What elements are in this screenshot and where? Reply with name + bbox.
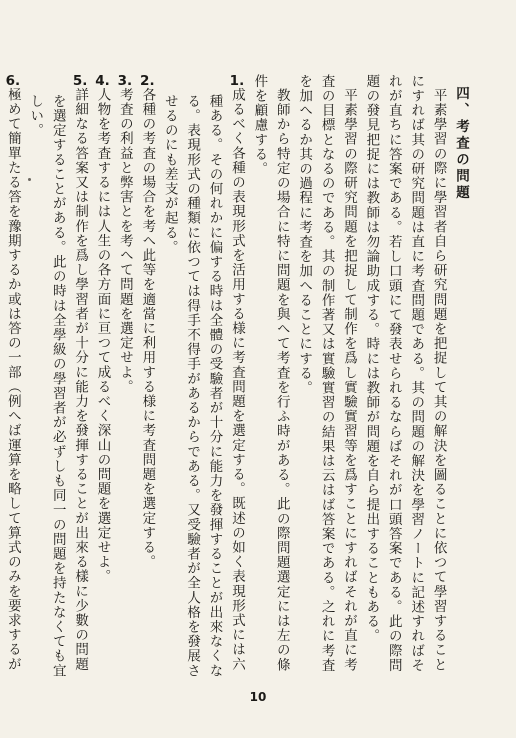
list-item-number: 3.	[117, 74, 133, 88]
list-item	[114, 74, 136, 686]
list-item-number: 1.	[229, 74, 245, 88]
section-heading	[450, 86, 472, 686]
paragraph: 平素學習の際に學習者自ら研究問題を把捉して其の解決を圖ることに依つて學習することにすれば其の研究問題は直に考査問題である。其の問題の解決を學習ノートに記述すればそれが直ちに答案である。若し口頭にて發表せられるならばそれが口頭答案である。此の際問題の發見把捉には教師は勿論助成する。時には教師が問題を自ら提出することもある。	[363, 74, 447, 673]
list-item-text: 詳細なる答案又は制作を爲し學習者が十分に能力を發揮することが出來る樣に少數の問題を選定することがある。此の時は全學級の學習者が必ずしも同一の問題を持たなくても宜しい。	[27, 87, 89, 679]
vertical-text-block	[4, 74, 472, 686]
list-item	[24, 74, 91, 686]
section-title: 考査の問題	[453, 119, 469, 202]
list-item-number: 6.	[5, 74, 21, 88]
list-item-text: 考査の利益と弊害とを考へて問題を選定せよ。	[116, 87, 133, 395]
list-item	[91, 74, 113, 686]
list-item-number: 4.	[95, 74, 110, 88]
list-item-text: 成るべく各種の表現形式を活用する様に考査問題を選定する。既述の如く表現形式には六種ある。その何れかに偏する時は全體の受驗者が十分に能力を發揮することが出來なくなる。表現形式の種類に依つては得手不得手があるからである。又受驗者が全人格を發展させるのにも差支が起る。	[161, 87, 245, 679]
list-item	[0, 74, 24, 686]
paragraph: 平素學習の際研究問題を把捉して制作を爲し實驗實習等を爲すことにすればそれが直に考査の目標となるのである。其の制作著又は實驗實習の結果は云はば答案である。之れに考査を加へるか其の過程に考査を加へることにする。	[296, 74, 357, 673]
list-item-text: 人物を考査するには人生の各方面に亘つて成るべく深山の問題を選定せよ。	[94, 87, 111, 584]
list-item-number: 5.	[72, 74, 88, 88]
list-item	[136, 74, 158, 686]
list-item-text: 各種の考査の場合を考へ此等を適當に利用する様に考査問題を選定する。	[139, 87, 156, 570]
list-item-text: 極めて簡單たる答を豫期するか或は答の一部（例へば運算を略して算式のみを要求するが	[4, 87, 21, 672]
paragraph: 教師から特定の場合に特に問題を與へて考査を行ふ時がある。此の際問題選定には左の條件を顧慮する。	[251, 74, 290, 672]
list-item-number: 2.	[140, 74, 155, 88]
section-number: 四、	[453, 86, 469, 119]
list-item	[158, 74, 248, 686]
page-number: 10	[249, 690, 267, 704]
